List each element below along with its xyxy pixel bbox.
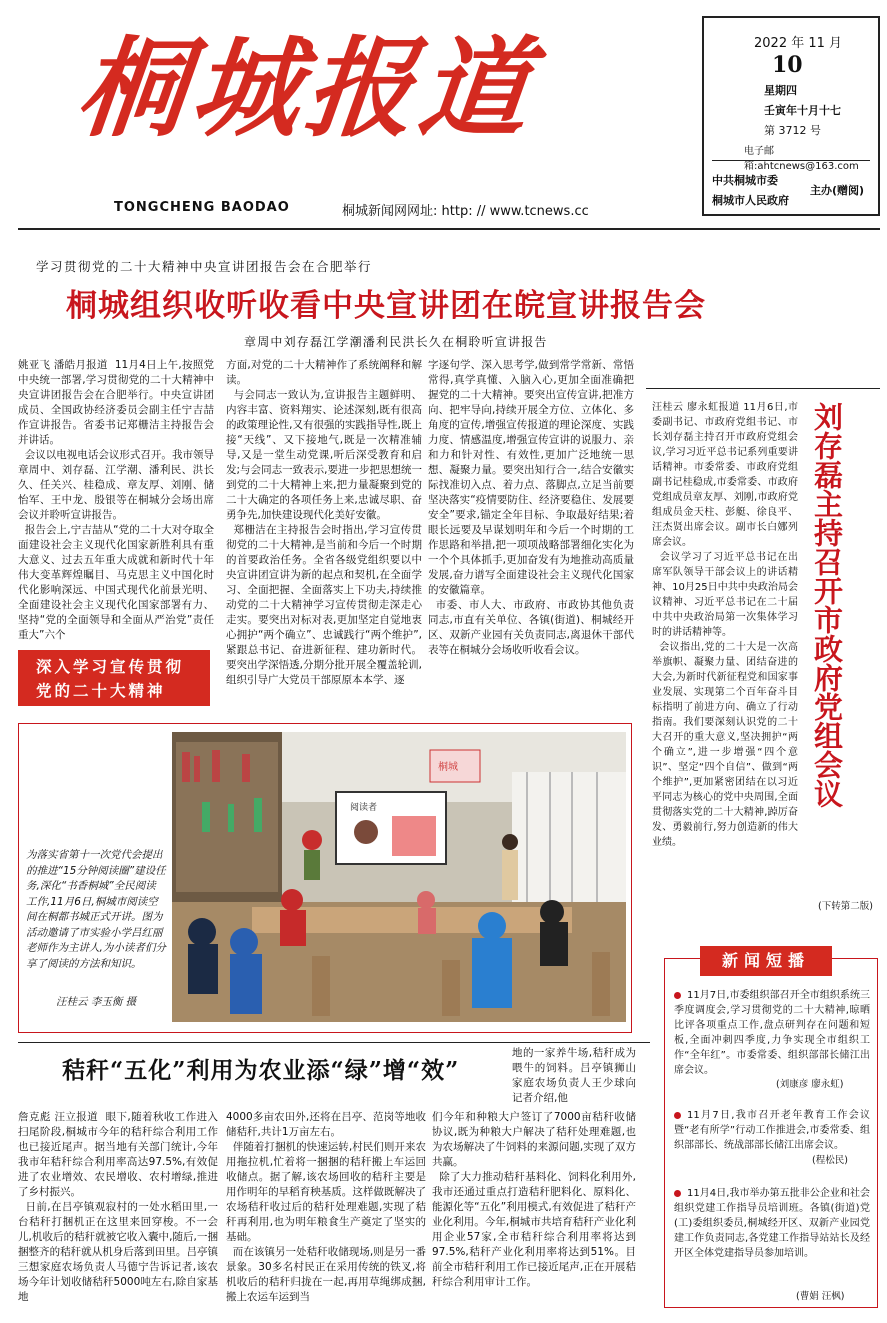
issue-weekday: 星期四 xyxy=(764,84,797,97)
side-continued: (下转第二版) xyxy=(818,901,873,912)
sponsor-government: 桐城市人民政府 xyxy=(712,194,789,207)
bullet-icon xyxy=(674,992,681,999)
masthead-rule xyxy=(18,228,880,230)
straw-top-rule xyxy=(18,1042,650,1043)
lead-subhead: 章周中刘存磊江学潮潘利民洪长久在桐聆听宣讲报告 xyxy=(244,335,548,349)
sponsor-note: 主办(赠阅) xyxy=(810,184,865,197)
issue-email[interactable]: 电子邮箱:ahtcnews@163.com xyxy=(744,146,859,172)
brief-item xyxy=(674,1186,870,1290)
lead-column-3: 字逐句学、深入思考学,做到常学常新、常悟常得,真学真懂、入脑入心,更加全面准确把握党的二十大精神。要突出宣传宣讲,把准方向、把牢导向,持续开展全方位、立体化、多角度的宣传,增强宣传报道的理论深度、实践力度、情感温度,增强宣传宣讲的说服力、亲和力和针对性、有效性,更加广泛地统一思想、凝聚力量。要突出知行合一,结合安徽实际找准切入点、着力点、落脚点,立足当前要坚决落实“疫情要防住、经济要稳住、发展要安全”要求,锚定全年目标、争取最好结果;着眼长远要及早谋划明年和今后一个时期的工作思路和举措,把一项项战略部署细化实化为一个个具体抓手,更加奋发有为地推动高质量发展,奋力谱写全面建设社会主义现代化国家的安徽篇章。 市委、市人大、市政府、市政协其他负责同志,市直有关单位、各镇(街道)、桐城经开区、双新产业园有关负责同志,离退休干部代表等在桐城分会场收听收看会议。 xyxy=(428,359,634,656)
brief-item xyxy=(674,988,870,1088)
side-story-body: 汪桂云 廖永虹报道 11月6日,市委副书记、市政府党组书记、市长刘存磊主持召开市政府党组会议,学习习近平总书记系列重要讲话精神。市委常委、市政府党组副书记桂稳成,市委常委、市政府党组成员章友厚、刘刚,市政府党组成员金天柱、彭艇、徐良平、汪杰贤出席会议。副市长白娜列席会议。 会议学习了习近平总书记在出席军队领导干部会议上的讲话精神、10月25日中共中央政治局会议精神、习近平总书记在二十届中共中央政治局第一次集体学习时的讲话精神等。 会议指出,党的二十大是一次高举旗帜、凝聚力量、团结奋进的大会,为新时代新征程党和国家事业发展、实现第二个百年奋斗目标指明了前进方向、确立了行动指南。我们要深刻认识党的二十大召开的重大意义,坚决拥护“两个确立”,进一步增强“四个意识”、坚定“四个自信”、做到“两个维护”,更加紧密团结在以习近平同志为核心的党中央周围,全面贯彻落实党的二十大精神,踔厉奋发、勇毅前行,努力创造新的伟大业绩。 xyxy=(652,402,798,848)
info-divider xyxy=(712,160,870,161)
side-vertical-headline: 刘存磊主持召开市政府党组会议 xyxy=(810,402,844,808)
lead-column-1: 姚亚飞 潘皓月报道 11月4日上午,按照党中央统一部署,学习贯彻党的二十大精神中央宣讲团报告会在合肥举行。中央宣讲团成员、全国政协经济委员会副主任宁吉喆作宣讲报告。省委书记郑栅洁主持报告会并讲话。 会议以电视电话会议形式召开。我市领导章周中、刘存磊、江学潮、潘利民、洪长久、任关兴、桂稳成、章友厚、刘刚、储怡军、王中龙、殷银等在桐城分会场出席会议并聆听宣讲报告。 报告会上,宁吉喆从“党的二十大对夺取全面建设社会主义现代化国家新胜利具有重大意义、过去五年重大成就和新时代十年伟大变革辉煌瞩目、马克思主义中国化时代化影响深远、中国式现代化前景光明、全面建设社会主义现代化国家部署有力、坚持“党的全面领导和全面从严治党”责任重大”六个 xyxy=(18,359,214,641)
straw-column-3-top: 地的一家养牛场,秸秆成为喂牛的饲料。吕亭镇狮山家庭农场负责人王少球向记者介绍,他 xyxy=(512,1047,636,1104)
straw-column-1: 詹克彪 汪立报道 眼下,随着秋收工作进入扫尾阶段,桐城市今年的秸秆综合利用工作也已接近尾声。据当地有关部门统计,今年我市年秸秆综合利用率高达97.5%,有效促进了农业增效、农民增收、农村增绿,推进了乡村振兴。 日前,在吕亭镇观寂村的一处水稻田里,一台秸秆打捆机正在这里来回穿梭。不一会儿,机收后的秸秆就被它收入囊中,随后,一捆捆整齐的秸秆就从机身后落到田里。吕亭镇三想家庭农场负责人马德宁告诉记者,该农场今年计划收储秸秆5000吨左右,除自家基地 xyxy=(18,1111,218,1303)
brief-text: 11月4日,我市举办第五批非公企业和社会组织党建工作指导员培训班。各镇(街道)党(工)委组织委员,桐城经开区、双新产业园党建工作负责同志,各党建工作指导站站长及经开区全体党建指导员参加培训。 xyxy=(674,1188,870,1259)
issue-info-box xyxy=(702,16,880,216)
straw-headline: 秸秆“五化”利用为农业添“绿”增“效” xyxy=(62,1057,460,1084)
photo-credit: 汪桂云 李玉衡 摄 xyxy=(56,996,137,1008)
lead-kicker: 学习贯彻党的二十大精神中央宣讲团报告会在合肥举行 xyxy=(36,259,373,274)
brief-text: 11月7日,市委组织部召开全市组织系统三季度调度会,学习贯彻党的二十大精神,晾晒比评各项重点工作,盘点研判存在问题和短板,全面冲刺四季度,力争实现全市组织工作“全年红”。市委常委、组织部部长储江出席会议。 xyxy=(674,990,870,1076)
side-top-rule xyxy=(646,388,880,389)
issue-lunar-date: 壬寅年十月十七 xyxy=(764,104,841,117)
site-url[interactable]: 桐城新闻网网址: http: // www.tcnews.cc xyxy=(342,204,589,219)
news-briefs-title: 新闻短播 xyxy=(700,946,832,976)
theme-banner: 深入学习宣传贯彻党的二十大精神 xyxy=(18,650,210,706)
issue-year-month: 2022 年 11 月 xyxy=(754,36,843,51)
sponsor-party: 中共桐城市委 xyxy=(712,174,778,187)
straw-column-2: 4000多亩农田外,还将在吕亭、范岗等地收储秸秆,共计1万亩左右。 伴随着打捆机的快速运转,村民们则开来农用拖拉机,忙着将一捆捆的秸秆搬上车运回收储点。据了解,该农场回收的秸秆主要是用作明年的早稻育秧基质。这样做既解决了农场秸秆收过后的秸秆处理难题,实现了秸秆再利用,也为明年粮食生产奠定了坚实的基础。 而在该镇另一处秸秆收储现场,则是另一番景象。30多名村民正在采用传统的铁叉,将机收后的秸秆归拢在一起,再用草绳绑成捆,搬上农运车运到当 xyxy=(226,1111,426,1303)
brief-text: 11月7日,我市召开老年教育工作会议暨“老有所学”行动工作推进会,市委常委、组织部部长、统战部部长储江出席会议。 xyxy=(674,1110,870,1151)
bullet-icon xyxy=(674,1112,681,1119)
masthead-pinyin: TONGCHENG BAODAO xyxy=(114,200,290,215)
issue-day: 10 xyxy=(772,52,803,78)
straw-column-3: 们今年和种粮大户签订了7000亩秸秆收储协议,既为种粮大户解决了秸秆处理难题,也为农场解决了牛饲料的来源问题,实现了双方共赢。 除了大力推动秸秆基料化、饲料化利用外,我市还通过重点打造秸秆肥料化、原料化、能源化等“五化”利用模式,有效促进了秸秆产业化利用。今年,桐城市共培育秸秆产业化利用企业57家,全市秸秆综合利用率将达到97.5%,秸秆产业化利用率将达到51%。目前全市秸秆利用工作已接近尾声,正在开展秸秆综合利用审计工作。 xyxy=(432,1111,636,1288)
reading-event-illustration xyxy=(172,732,626,1022)
masthead-logo: 桐城报道 xyxy=(71,26,541,152)
bullet-icon xyxy=(674,1190,681,1197)
screen-title: 阅读者 xyxy=(350,803,378,813)
lead-headline: 桐城组织收听收看中央宣讲团在皖宣讲报告会 xyxy=(66,288,706,324)
brief-credit: (程松民) xyxy=(812,1155,848,1166)
issue-number: 第 3712 号 xyxy=(764,124,821,137)
brief-credit: (曹娟 汪枫) xyxy=(796,1291,845,1302)
reading-event-photo xyxy=(172,732,626,1022)
brief-credit: (刘康彦 廖永虹) xyxy=(776,1079,844,1090)
banner-text: 桐城 xyxy=(438,762,458,773)
photo-caption: 为落实省第十一次党代会提出的推进“15分钟阅读圈”建设任务,深化“书香桐城”全民阅读工作,11月6日,桐城市阅读空间在桐都书城正式开讲。图为活动邀请了市实验小学吕红丽老师作为主讲人,为小读者们分享了阅读的方法和知识。 xyxy=(26,849,166,970)
lead-column-2: 方面,对党的二十大精神作了系统阐释和解读。 与会同志一致认为,宣讲报告主题鲜明、内容丰富、资料翔实、论述深刻,既有很高的政策理论性,又有很强的实践指导性,既上接“天线”、又下接地气,既是一次精准辅导,又是一堂生动党课,听后深受教育和启发;与会同志一致表示,要进一步把思想统一到党的二十大精神上来,把力量凝聚到党的二十大确定的各项任务上来,忠诚尽职、奋勇争先,加快建设现代化美好安徽。 郑栅洁在主持报告会时指出,学习宣传贯彻党的二十大精神,是当前和今后一个时期的首要政治任务。全省各级党组织要以中央宣讲团宣讲为新的起点和契机,在全面学习、全面把握、全面落实上下功夫,持续推动党的二十大精神学习宣传贯彻走深走心走实。要突出对标对表,更加坚定自觉地衷心拥护“两个确立”、忠诚践行“两个维护”,紧跟总书记、奋进新征程、建功新时代。要突出学深悟透,分期分批开展全覆盖轮训,组织引导广大党员干部原原本本学、逐 xyxy=(226,359,422,686)
